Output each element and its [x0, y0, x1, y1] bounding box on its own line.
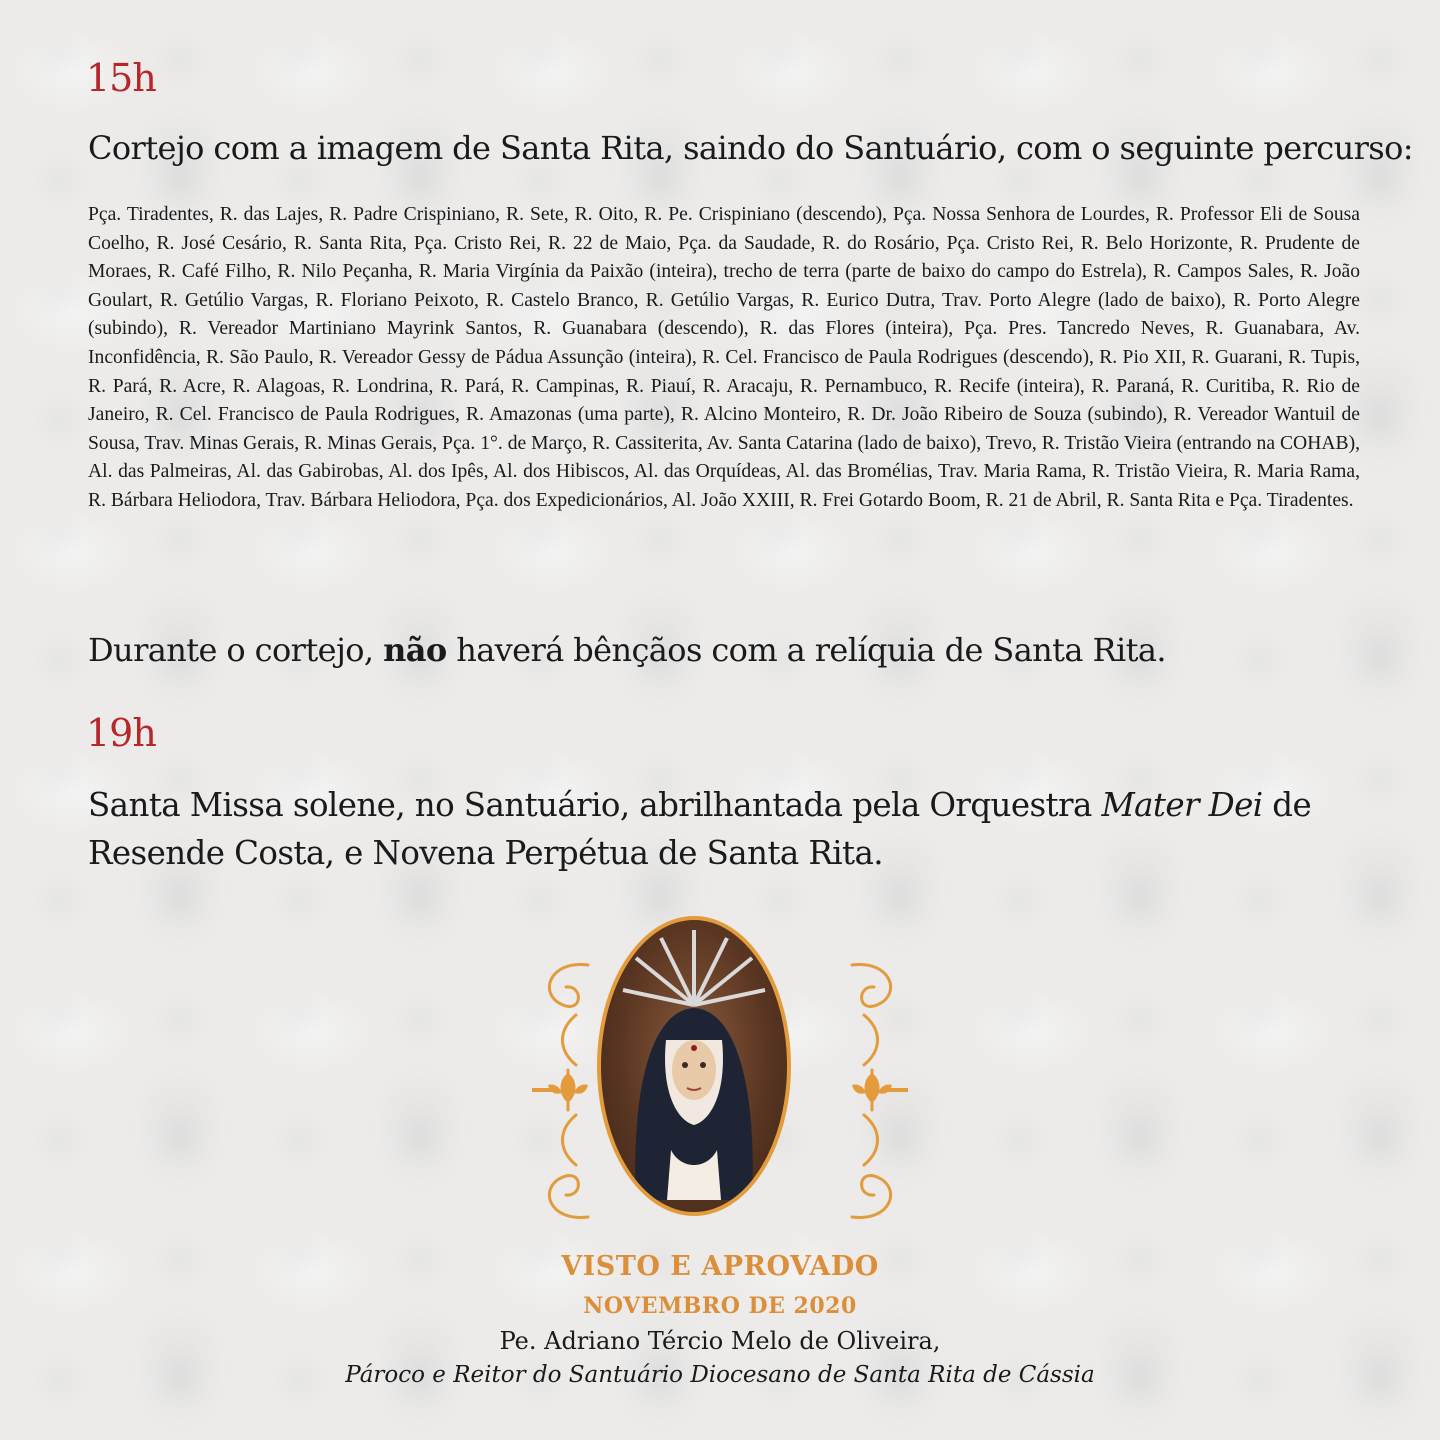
fleur-de-lis-icon [532, 1073, 588, 1103]
approval-date: NOVEMBRO DE 2020 [583, 1293, 857, 1319]
missa-description [88, 781, 1364, 877]
ornamental-scroll-icon [528, 955, 608, 1225]
ornamental-scroll-icon [832, 955, 912, 1225]
cortejo-notice [88, 628, 1364, 672]
approval-title: VISTO E APROVADO [561, 1251, 879, 1282]
route-paragraph: Pça. Tiradentes, R. das Lajes, R. Padre Crispiniano, R. Sete, R. Oito, R. Pe. Crispiniano (descendo), Pça. Nossa Senhora de Lourdes, R. Professor Eli de Sousa Coelho, R. José Cesário, R. Santa Rita, Pça. Cristo Rei, R. 22 de Maio, Pça. da Saudade, R. do Rosário, Pça. Cristo Rei, R. Belo Horizonte, R. Prudente de Moraes, R. Café Filho, R. Nilo Peçanha, R. Maria Virgínia da Paixão (inteira), trecho de terra (parte de baixo do campo do Estrela), R. Campos Sales, R. João Goulart, R. Getúlio Vargas, R. Floriano Peixoto, R. Castelo Branco, R. Getúlio Vargas, R. Eurico Dutra, Trav. Porto Alegre (lado de baixo), R. Porto Alegre (subindo), R. Vereador Martiniano Mayrink Santos, R. Guanabara (descendo), R. das Flores (inteira), Pça. Pres. Tancredo Neves, R. Guanabara, Av. Inconfidência, R. São Paulo, R. Vereador Gessy de Pádua Assunção (inteira), R. Cel. Francisco de Paula Rodrigues (descendo), R. Pio XII, R. Guarani, R. Tupis, R. Pará, R. Acre, R. Alagoas, R. Londrina, R. Pará, R. Campinas, R. Piauí, R. Aracaju, R. Pernambuco, R. Recife (inteira), R. Paraná, R. Curitiba, R. Rio de Janeiro, R. Cel. Francisco de Paula Rodrigues, R. Amazonas (uma parte), R. Alcino Monteiro, R. Dr. João Ribeiro de Souza (subindo), R. Vereador Wantuil de Sousa, Trav. Minas Gerais, R. Minas Gerais, Pça. 1°. de Março, R. Cassiterita, Av. Santa Catarina (lado de baixo), Trevo, R. Tristão Vieira (entrando na COHAB), Al. das Palmeiras, Al. das Gabirobas, Al. dos Ipês, Al. dos Hibiscos, Al. das Orquídeas, Al. das Bromélias, Trav. Maria Rama, R. Tristão Vieira, R. Maria Rama, R. Bárbara Heliodora, Trav. Bárbara Heliodora, Pça. dos Expedicionários, Al. João XXIII, R. Frei Gotardo Boom, R. 21 de Abril, R. Santa Rita e Pça. Tiradentes. [88, 204, 1360, 511]
priest-name: Pe. Adriano Tércio Melo de Oliveira, [499, 1327, 941, 1355]
priest-role: Pároco e Reitor do Santuário Diocesano de Santa Rita de Cássia [345, 1362, 1095, 1388]
cortejo-heading: Cortejo com a imagem de Santa Rita, saindo do Santuário, com o seguinte percurso: [88, 129, 1413, 167]
notice-text-after: haverá bênçãos com a relíquia de Santa Rita. [446, 631, 1166, 669]
time-19h: 19h [86, 711, 156, 755]
time-15h: 15h [86, 56, 156, 100]
orchestra-name: Mater Dei [1101, 786, 1263, 824]
santa-rita-figure [601, 920, 787, 1212]
missa-text-before: Santa Missa solene, no Santuário, abrilhantada pela Orquestra [88, 786, 1102, 824]
fleur-de-lis-icon [852, 1073, 908, 1103]
notice-bold-word: não [383, 631, 447, 669]
santa-rita-image [597, 916, 791, 1216]
missa-text-after: de Resende Costa, e Novena Perpétua de Santa Rita. [88, 786, 1312, 872]
notice-text-before: Durante o cortejo, [88, 631, 384, 669]
